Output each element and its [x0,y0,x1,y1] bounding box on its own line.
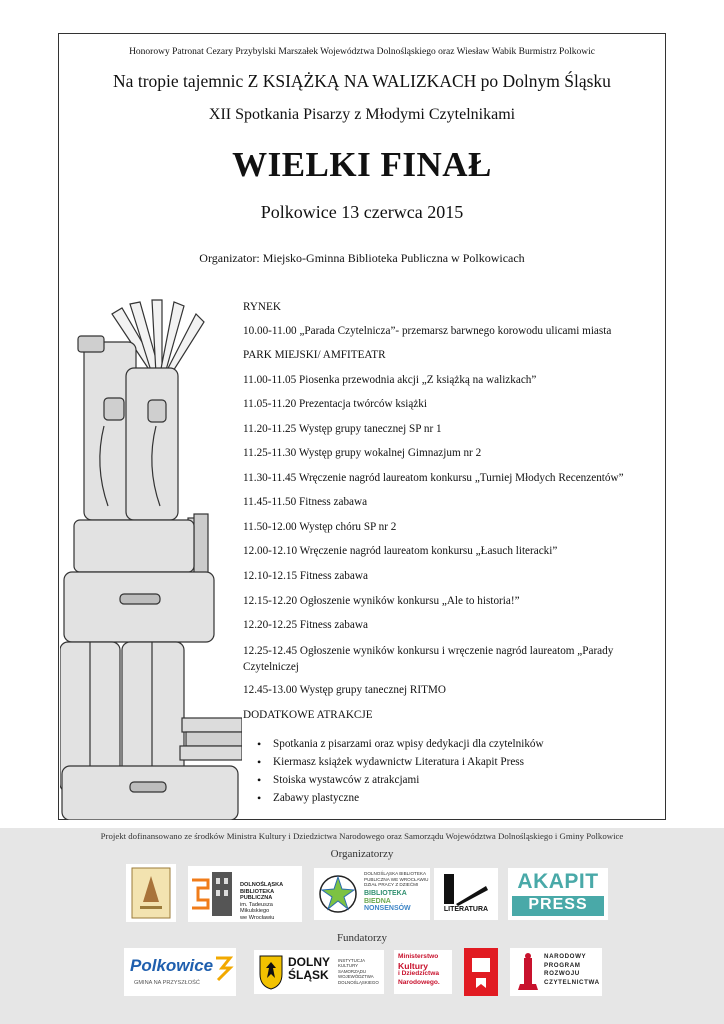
logo-line: INSTYTUCJA KULTURY [338,958,365,969]
logo-line: PROGRAM [544,961,581,969]
list-item: • Kiermasz książek wydawnictw Literatura i Akapit Press [273,753,544,771]
program-item: 10.00-11.00 „Parada Czytelnicza”- przemarsz barwnego korowodu ulicami miasta [243,325,612,337]
program-item: 11.00-11.05 Piosenka przewodnia akcji „Z książką na walizkach” [243,374,537,386]
logo-line: NARODOWY [544,953,587,960]
tower-icon [514,952,542,992]
dolny-slask-logo[interactable] [254,950,384,994]
program-heading-extras: DODATKOWE ATRAKCJE [243,709,373,721]
program-item: 11.05-11.20 Prezentacja twórców książki [243,398,428,410]
swirl-icon [212,954,234,984]
logo-line: CZYTELNICTWA [544,978,600,986]
program-item: 12.15-12.20 Ogłoszenie wyników konkursu „Ale to historia!” [243,595,520,607]
logo-line: DOLNOŚLĄSKA [240,882,284,888]
suitcases-illustration [60,296,242,820]
akapit-press-logo[interactable] [508,868,608,920]
logo-line: LITERATURA [443,906,489,913]
extras-list [243,735,544,807]
star-icon [316,869,360,919]
event-series: XII Spotkania Pisarzy z Młodymi Czytelnikami [208,106,516,123]
scroll-emblem-icon [126,864,176,922]
page-title: WIELKI FINAŁ [232,145,492,184]
mkidn-logo[interactable] [394,950,452,994]
book-mark-icon [464,948,498,996]
program-item: 11.30-11.45 Wręczenie nagród laureatom konkursu „Turniej Młodych Recenzentów” [243,472,624,484]
logo-line: PUBLICZNA WE WROCŁAWIU [364,876,429,882]
logo-line: BIEDNA [364,897,391,905]
program-item: 11.50-12.00 Występ chóru SP nr 2 [243,521,397,533]
funding-note: Projekt dofinansowano ze środków Ministra Kultury i Dziedzictwa Narodowego oraz Samorządu Województwa Dolnośląskiego i Gminy Polkowice [100,831,624,841]
program-item: 12.00-12.10 Wręczenie nagród laureatom konkursu „Łasuch literacki” [243,545,558,557]
logo-line: ŚLĄSK [288,968,329,982]
dbp-wroclaw-logo[interactable] [188,866,302,922]
biblioteka-nonsensow-logo[interactable] [314,868,430,920]
logo-line: Kultury [398,960,429,971]
logo-line: BIBLIOTEKA [364,890,407,897]
logo-line: Narodowego. [398,978,440,986]
logo-line: BIBLIOTEKA PUBLICZNA [240,888,274,902]
logo-line: NONSENSÓW [364,905,411,913]
logo-line: DOLNY [288,955,330,969]
gmina-polkowice-logo[interactable] [124,948,236,996]
list-item: • Zabawy plastyczne [273,789,544,807]
logo-line: i Dziedzictwa [398,970,440,978]
logo-line: DOLNOŚLĄSKIEGO [338,979,379,985]
logo-line: DOLNOŚLĄSKA BIBLIOTEKA [364,871,427,876]
logo-line: DZIAŁ PRACY Z DZIEĆMI [364,882,419,888]
list-item: • Stoiska wystawców z atrakcjami [273,771,544,789]
logo-line: GMINA NA PRZYSZŁOŚĆ [134,980,200,986]
logo-line: we Wrocławiu [240,914,275,921]
mgbp-polkowice-logo[interactable] [126,864,176,922]
eagle-icon [258,954,284,990]
program-item: 12.10-12.15 Fitness zabawa [243,570,368,582]
logo-line: SAMORZĄDU [338,968,367,974]
program-heading-rynek: RYNEK [243,301,281,313]
logo-line: PRESS [512,896,604,916]
program-item: 12.25-12.45 Ogłoszenie wyników konkursu i wręczenie nagród laureatom „Parady Czytelniczej [243,645,614,673]
logo-line: Ministerstwo [398,953,439,960]
building-icon [188,866,238,922]
organizer-line: Organizator: Miejsko-Gminna Biblioteka Publiczna w Polkowicach [199,251,525,265]
program-item: 11.20-11.25 Występ grupy tanecznej SP nr 1 [243,423,442,435]
list-item: • Spotkania z pisarzami oraz wpisy dedykacji dla czytelników [273,735,544,753]
sieci-logo[interactable] [464,948,498,996]
logo-line: AKAPIT [517,870,599,893]
book-icon [434,868,498,908]
program-item: 12.20-12.25 Fitness zabawa [243,619,368,631]
funders-label: Fundatorzy [336,932,388,944]
program-item: 11.45-11.50 Fitness zabawa [243,496,368,508]
npr-logo[interactable] [510,948,602,996]
event-date: Polkowice 13 czerwca 2015 [260,202,464,222]
literatura-logo[interactable] [434,868,498,920]
organizers-label: Organizatorzy [330,848,394,860]
program-item: 12.45-13.00 Występ grupy tanecznej RITMO [243,684,446,696]
program-heading-park: PARK MIEJSKI/ AMFITEATR [243,349,386,361]
patronage-line: Honorowy Patronat Cezary Przybylski Marszałek Województwa Dolnośląskiego oraz Wiesław Wabik Burmistrz Polkowic [129,47,595,57]
event-subtitle: Na tropie tajemnic Z KSIĄŻKĄ NA WALIZKACH po Dolnym Śląsku [113,71,611,91]
logo-line: ROZWOJU [544,970,580,978]
logo-line: im. Tadeusza Mikulskiego [240,901,273,915]
logo-line: Polkowice [130,956,214,975]
program-item: 11.25-11.30 Występ grupy wokalnej Gimnazjum nr 2 [243,447,482,459]
logo-line: WOJEWÓDZTWA [338,974,374,980]
